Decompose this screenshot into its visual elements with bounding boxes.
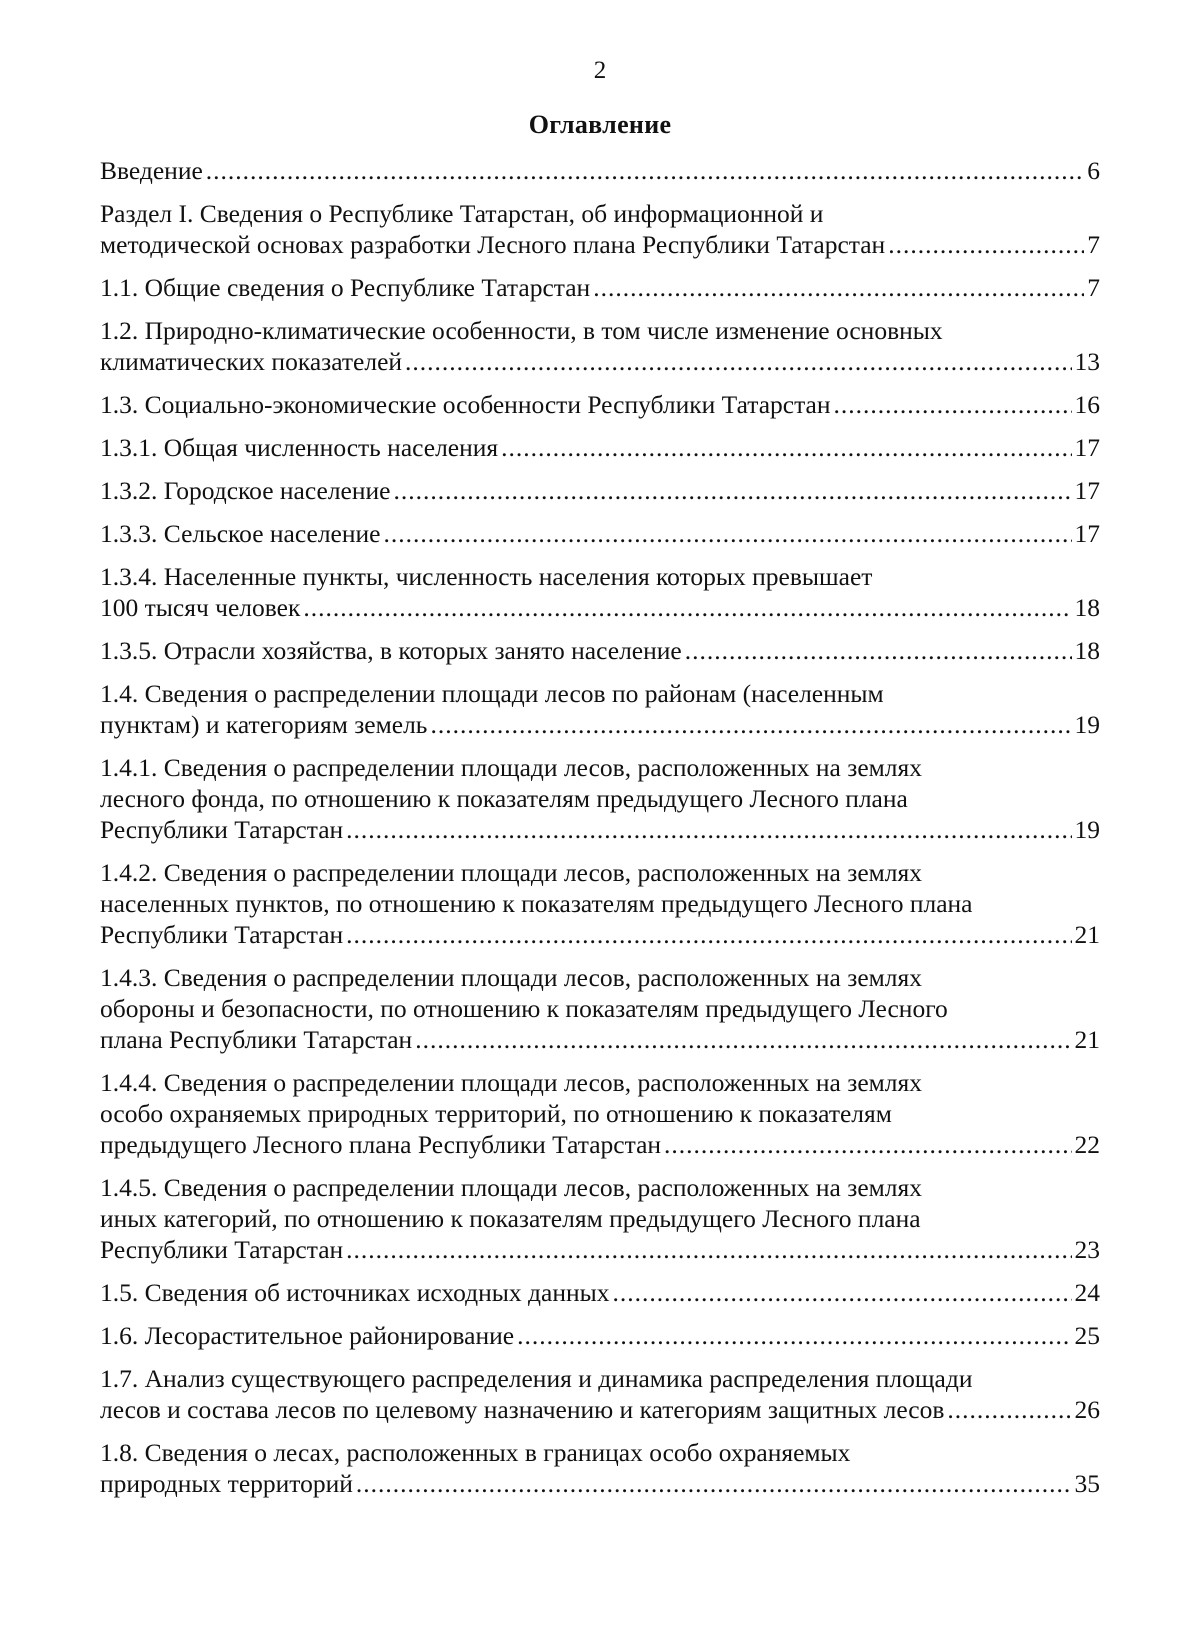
dot-leader [405, 346, 1071, 377]
toc-entry-title: Республики Татарстан [100, 815, 344, 844]
toc-entry[interactable] [100, 155, 1100, 186]
toc-entry-text-line: 1.4.5. Сведения о распределении площади лесов, расположенных на землях [100, 1173, 922, 1202]
toc-entry-title: Введение [100, 156, 203, 185]
toc-entry-title: 1.6. Лесорастительное районирование [100, 1321, 515, 1350]
toc-entry[interactable] [100, 635, 1100, 666]
toc-entry-page-number: 18 [1074, 636, 1100, 665]
toc-entry-title: 1.3. Социально-экономические особенности Республики Татарстан [100, 390, 831, 419]
toc-entry-text-line: 1.2. Природно-климатические особенности, в том числе изменение основных [100, 316, 943, 345]
toc-entry[interactable] [100, 518, 1100, 549]
toc-entry-title: климатических показателей [100, 347, 403, 376]
toc-entry[interactable] [100, 1067, 1100, 1160]
toc-entry-last-line [100, 814, 1100, 845]
dot-leader [415, 1024, 1071, 1055]
toc-entry-title: пунктам) и категориям земель [100, 710, 428, 739]
toc-entry-text-line: 1.3.4. Населенные пункты, численность населения которых превышает [100, 562, 873, 591]
dot-leader [383, 518, 1071, 549]
toc-entry-title: 1.3.1. Общая численность населения [100, 433, 499, 462]
page-number: 2 [593, 57, 607, 84]
toc-entry[interactable] [100, 857, 1100, 950]
toc-entry-title: природных территорий [100, 1469, 353, 1498]
toc-entry-page-number: 19 [1074, 710, 1100, 739]
toc-entry-last-line [100, 919, 1100, 950]
toc-entry-last-line [100, 1277, 1100, 1308]
toc-entry-page-number: 18 [1074, 593, 1100, 622]
toc-entry-title: Республики Татарстан [100, 920, 344, 949]
toc-entry-last-line [100, 518, 1100, 549]
toc-entry[interactable] [100, 198, 1100, 260]
toc-entry-title: методической основах разработки Лесного плана Республики Татарстан [100, 230, 886, 259]
dot-leader [430, 709, 1071, 740]
toc-entry-text-line: особо охраняемых природных территорий, по отношению к показателям [100, 1099, 892, 1128]
toc-entry[interactable] [100, 315, 1100, 377]
toc-entry[interactable] [100, 1172, 1100, 1265]
toc-entry-last-line [100, 1129, 1100, 1160]
toc-entry[interactable] [100, 432, 1100, 463]
toc-entry-title: 100 тысяч человек [100, 593, 301, 622]
toc-entry[interactable] [100, 1437, 1100, 1499]
toc-entry-title: 1.1. Общие сведения о Республике Татарстан [100, 273, 591, 302]
dot-leader [346, 814, 1071, 845]
toc-entry-last-line [100, 272, 1100, 303]
toc-entry-title: лесов и состава лесов по целевому назначению и категориям защитных лесов [100, 1395, 945, 1424]
dot-leader [517, 1320, 1071, 1351]
toc-entry-text-line: 1.7. Анализ существующего распределения и динамика распределения площади [100, 1364, 973, 1393]
toc-entry-last-line [100, 1394, 1100, 1425]
toc-entry-page-number: 17 [1074, 476, 1100, 505]
toc-entry-page-number: 22 [1074, 1130, 1100, 1159]
dot-leader [303, 592, 1071, 623]
toc-entry-text-line: обороны и безопасности, по отношению к показателям предыдущего Лесного [100, 994, 948, 1023]
toc-entry[interactable] [100, 678, 1100, 740]
toc-entry-text-line: 1.4.4. Сведения о распределении площади лесов, расположенных на землях [100, 1068, 922, 1097]
toc-entry-text-line: населенных пунктов, по отношению к показателям предыдущего Лесного плана [100, 889, 973, 918]
toc-entry-last-line [100, 1024, 1100, 1055]
toc-entry-last-line [100, 155, 1100, 186]
toc-entry[interactable] [100, 475, 1100, 506]
toc-entry-last-line [100, 346, 1100, 377]
toc-entry-last-line [100, 1320, 1100, 1351]
table-of-contents [100, 155, 1100, 1511]
dot-leader [685, 635, 1072, 666]
toc-entry-page-number: 7 [1087, 230, 1100, 259]
toc-title: Оглавление [528, 110, 672, 139]
dot-leader [501, 432, 1071, 463]
toc-entry-last-line [100, 1468, 1100, 1499]
toc-entry[interactable] [100, 389, 1100, 420]
toc-entry[interactable] [100, 1277, 1100, 1308]
dot-leader [613, 1277, 1072, 1308]
toc-entry-text-line: 1.4.3. Сведения о распределении площади лесов, расположенных на землях [100, 963, 922, 992]
toc-entry-title: 1.3.2. Городское население [100, 476, 391, 505]
toc-entry-page-number: 23 [1074, 1235, 1100, 1264]
dot-leader [593, 272, 1084, 303]
toc-entry-page-number: 24 [1074, 1278, 1100, 1307]
dot-leader [664, 1129, 1071, 1160]
toc-entry-text-line: 1.8. Сведения о лесах, расположенных в границах особо охраняемых [100, 1438, 851, 1467]
toc-entry-page-number: 6 [1087, 156, 1100, 185]
toc-entry-title: плана Республики Татарстан [100, 1025, 413, 1054]
toc-entry[interactable] [100, 962, 1100, 1055]
toc-entry-title: 1.3.5. Отрасли хозяйства, в которых занято население [100, 636, 682, 665]
toc-entry[interactable] [100, 1363, 1100, 1425]
toc-entry-last-line [100, 475, 1100, 506]
toc-entry[interactable] [100, 752, 1100, 845]
toc-entry-text-line: 1.4.1. Сведения о распределении площади лесов, расположенных на землях [100, 753, 922, 782]
dot-leader [206, 155, 1084, 186]
toc-entry-last-line [100, 389, 1100, 420]
toc-entry-page-number: 17 [1074, 519, 1100, 548]
dot-leader [834, 389, 1072, 420]
toc-entry-page-number: 26 [1074, 1395, 1100, 1424]
toc-entry[interactable] [100, 561, 1100, 623]
dot-leader [356, 1468, 1072, 1499]
toc-entry-page-number: 21 [1074, 1025, 1100, 1054]
dot-leader [947, 1394, 1071, 1425]
toc-entry-last-line [100, 592, 1100, 623]
toc-entry-page-number: 35 [1074, 1469, 1100, 1498]
toc-entry-title: Республики Татарстан [100, 1235, 344, 1264]
toc-entry[interactable] [100, 1320, 1100, 1351]
toc-entry-text-line: 1.4.2. Сведения о распределении площади лесов, расположенных на землях [100, 858, 922, 887]
toc-entry-title: предыдущего Лесного плана Республики Татарстан [100, 1130, 662, 1159]
toc-entry-title: 1.5. Сведения об источниках исходных данных [100, 1278, 610, 1307]
toc-entry-page-number: 16 [1074, 390, 1100, 419]
toc-entry-last-line [100, 432, 1100, 463]
toc-entry-title: 1.3.3. Сельское население [100, 519, 381, 548]
toc-entry[interactable] [100, 272, 1100, 303]
toc-entry-page-number: 17 [1074, 433, 1100, 462]
toc-entry-last-line [100, 229, 1100, 260]
dot-leader [346, 919, 1071, 950]
dot-leader [346, 1234, 1071, 1265]
toc-entry-last-line [100, 635, 1100, 666]
dot-leader [393, 475, 1071, 506]
toc-entry-text-line: иных категорий, по отношению к показателям предыдущего Лесного плана [100, 1204, 921, 1233]
toc-entry-text-line: 1.4. Сведения о распределении площади лесов по районам (населенным [100, 679, 884, 708]
toc-entry-page-number: 7 [1087, 273, 1100, 302]
toc-entry-page-number: 19 [1074, 815, 1100, 844]
dot-leader [888, 229, 1084, 260]
toc-entry-page-number: 13 [1074, 347, 1100, 376]
toc-entry-page-number: 21 [1074, 920, 1100, 949]
toc-entry-last-line [100, 709, 1100, 740]
toc-entry-text-line: лесного фонда, по отношению к показателям предыдущего Лесного плана [100, 784, 908, 813]
toc-entry-text-line: Раздел I. Сведения о Республике Татарстан, об информационной и [100, 199, 824, 228]
toc-entry-last-line [100, 1234, 1100, 1265]
toc-entry-page-number: 25 [1074, 1321, 1100, 1350]
